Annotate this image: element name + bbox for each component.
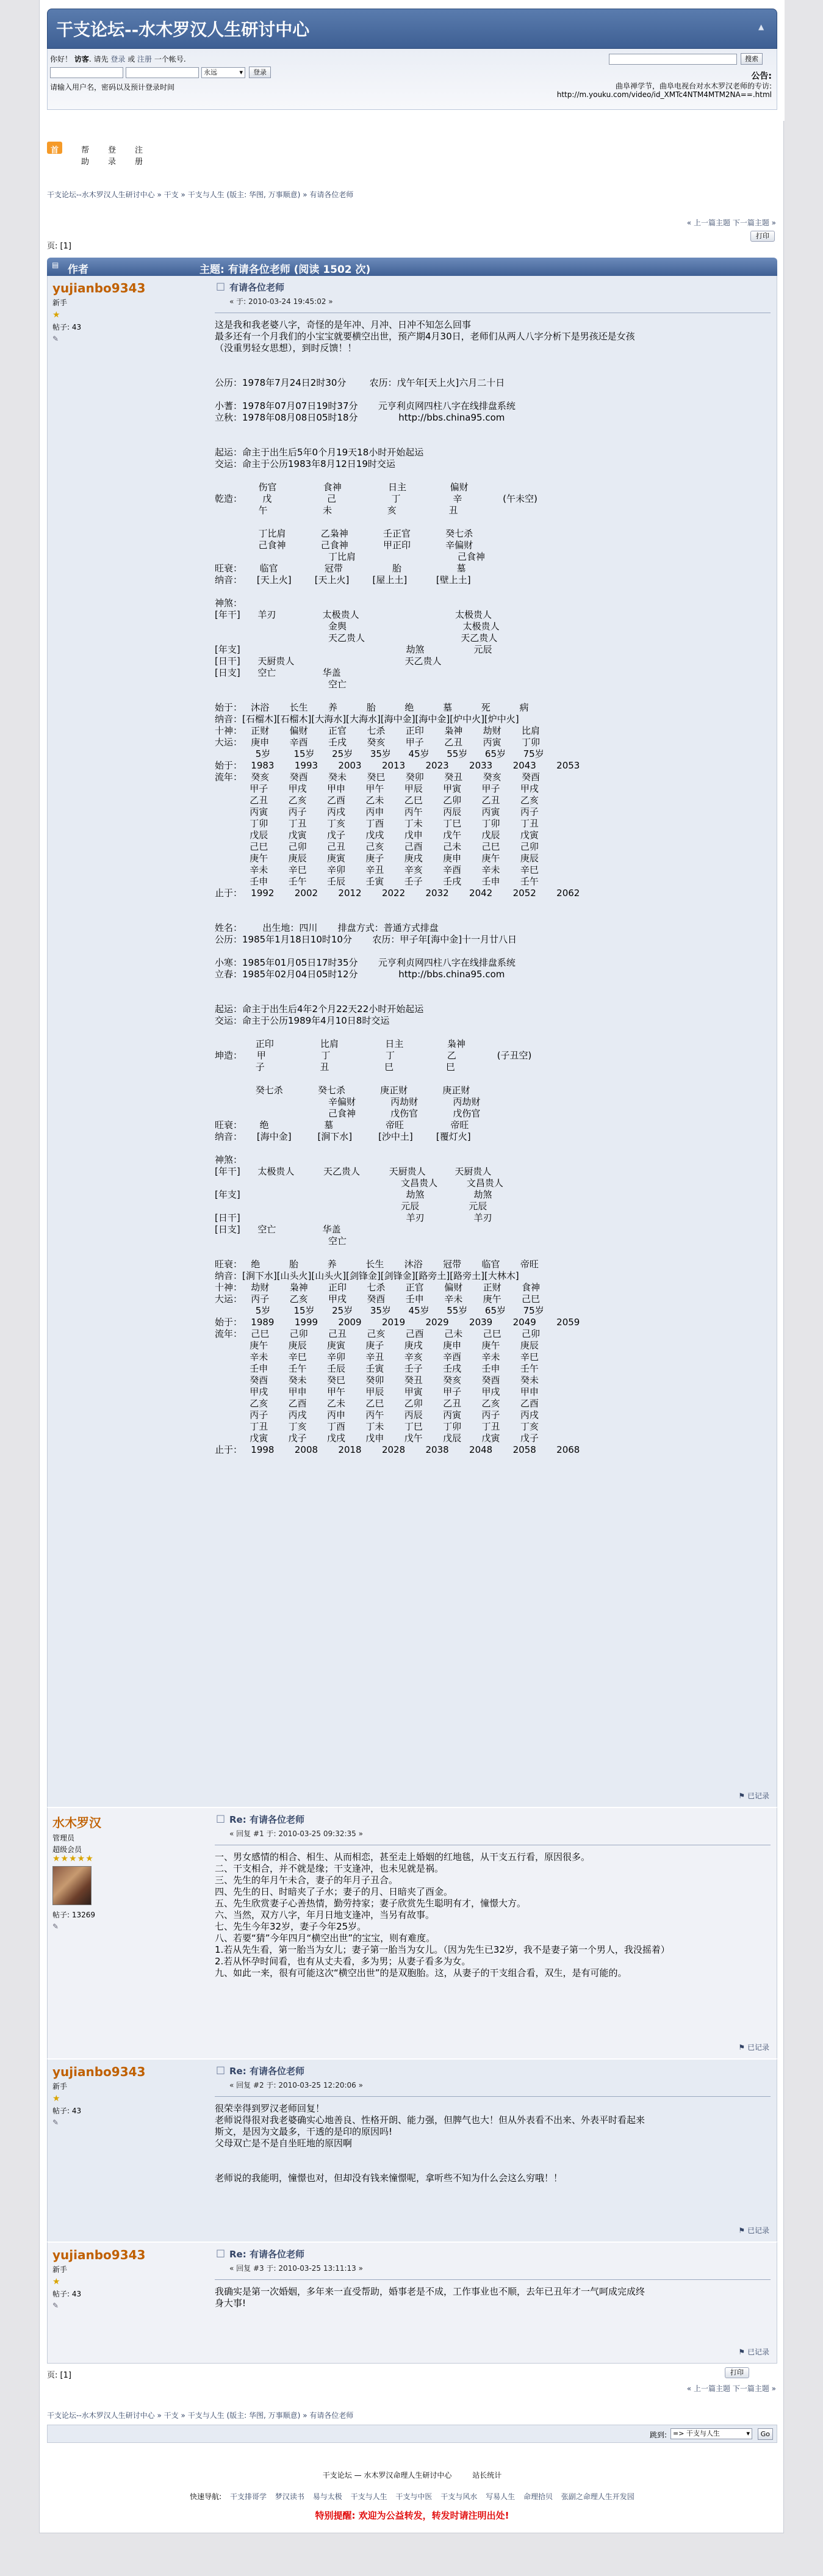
user-profile-icon[interactable]: ✎ [52, 1922, 59, 1931]
post-body [215, 1813, 771, 1979]
avatar [52, 1866, 92, 1905]
search-button[interactable]: 搜索 [741, 53, 763, 65]
user-box [47, 49, 777, 110]
post-0 [47, 276, 777, 1807]
poster-post-count: 帖子: 43 [52, 2290, 82, 2298]
duration-value: 永远 [204, 68, 217, 76]
poster-info [52, 2064, 199, 2127]
password-input[interactable] [126, 67, 199, 78]
breadcrumb-board-group[interactable]: 干支 [164, 2411, 179, 2420]
poster-rank: 新手 [52, 2265, 68, 2274]
login-button[interactable]: 登录 [249, 67, 271, 78]
rank-star-icon: ★ [52, 2094, 61, 2104]
next-topic-link[interactable]: 下一篇主题 » [732, 219, 776, 227]
quick-link[interactable]: 命理拾贝 [523, 2492, 553, 2501]
post-content: 这是我和我老婆八字，奇怪的是年冲、月冲、日冲不知怎么回事 最多还有一个月我们的小宝宝就要横空出世，预产期4月30日，老师们从两人八字分析下是男孩还是女孩 （没重男轻女思想），到时反馈！！ 公历：1978年7月24日2时30分 农历：戊午年[天上火]六月二十日 小蓍：1978年07月07日19时37分 元亨利贞网四柱八字在线排盘系统 立秋：1978年08月08日05时18分 http://bbs.china95.com 起运：命主于出生后5年0个月19天18小时开始起运 交运：命主于公历1983年8月12日19时交运 伤官 食神 日主 偏财 乾造： 戊 己 丁 辛 (午未空) 午 未 亥 丑 丁比肩 乙枭神 壬正官 癸七杀 己食神 己食神 甲正印 辛偏财 丁比肩 己食神 旺衰： 临官 冠带 胎 墓 纳音： [天上火] [天上火] [屋上土] [壁上土] 神煞： [年干] 羊刃 太极贵人 太极贵人 金舆 太极贵人 天乙贵人 天乙贵人 [年支] 劫煞 元辰 [日干] 天厨贵人 天乙贵人 [日支] 空亡 华盖 空亡 始于： 沐浴 长生 养 胎 绝 墓 死 病 纳音：[石榴木][石榴木][大海水][大海水][海中金][海中金][炉中火][炉中火] 十神： 正财 偏财 正官 七杀 正印 枭神 劫财 比肩 大运： 庚申 辛酉 壬戌 癸亥 甲子 乙丑 丙寅 丁卯 5岁 15岁 25岁 35岁 45岁 55岁 65岁 75岁 始于： 1983 1993 2003 2013 2023 2033 2043 2053 流年： 癸亥 癸酉 癸未 癸巳 癸卯 癸丑 癸亥 癸酉 甲子 甲戌 甲申 甲午 甲辰 甲寅 甲子 甲戌 乙丑 乙亥 乙酉 乙未 乙巳 乙卯 乙丑 乙亥 丙寅 丙子 丙戌 丙申 丙午 丙辰 丙寅 丙子 丁卯 丁丑 丁亥 丁酉 丁未 丁巳 丁卯 丁丑 戊辰 戊寅 戊子 戊戌 戊申 戊午 戊辰 戊寅 己巳 己卯 己丑 己亥 己酉 己未 己巳 己卯 庚午 庚辰 庚寅 庚子 庚戌 庚申 庚午 庚辰 辛未 辛巳 辛卯 辛丑 辛亥 辛酉 辛未 辛巳 壬申 壬午 壬辰 壬寅 壬子 壬戌 壬申 壬午 止于： 1992 2002 2012 2022 2032 2042 2052 2062 姓名： 出生地：四川 排盘方式：普通方式排盘 公历：1985年1月18日10时10分 农历：甲子年[海中金]十一月廿八日 小寒：1985年01月05日17时35分 元亨利贞网四柱八字在线排盘系统 立春：1985年02月04日05时12分 http://bbs.china95.com 起运：命主于出生后4年2个月22天22小时开始起运 交运：命主于公历1989年4月10日8时交运 正印 比肩 日主 枭神 坤造： 甲 丁 丁 乙 (子丑空) 子 丑 巳 巳 癸七杀 癸七杀 庚正财 庚正财 辛偏财 丙劫财 丙劫财 己食神 戊伤官 戊伤官 旺衰： 绝 墓 帝旺 帝旺 纳音： [海中金] [涧下水] [沙中土] [覆灯火] 神煞： [年干] 太极贵人 天乙贵人 天厨贵人 天厨贵人 文昌贵人 文昌贵人 [年支] 劫煞 劫煞 元辰 元辰 [日干] 羊刃 羊刃 [日支] 空亡 华盖 空亡 旺衰： 绝 胎 养 长生 沐浴 冠带 临官 帝旺 纳音：[涧下水][山头火][山头火][剑锋金][剑锋金][路旁土][路旁土][大林木] 十神： 劫财 枭神 正印 七杀 正官 偏财 正财 食神 大运： 丙子 乙亥 甲戌 癸酉 壬申 辛未 庚午 己巳 5岁 15岁 25岁 35岁 45岁 55岁 65岁 75岁 始于： 1989 1999 2009 2019 2029 2039 2049 2059 流年： 己巳 己卯 己丑 己亥 己酉 己未 己巳 己卯 庚午 庚辰 庚寅 庚子 庚戌 庚申 庚午 庚辰 辛未 辛巳 辛卯 辛丑 辛亥 辛酉 辛未 辛巳 壬申 壬午 壬辰 壬寅 壬子 壬戌 壬申 壬午 癸酉 癸未 癸巳 癸卯 癸丑 癸亥 癸酉 癸未 甲戌 甲申 甲午 甲辰 甲寅 甲子 甲戌 甲申 乙亥 乙酉 乙未 乙巳 乙卯 乙丑 乙亥 乙酉 丙子 丙戌 丙申 丙午 丙辰 丙寅 丙子 丙戌 丁丑 丁亥 丁酉 丁未 丁巳 丁卯 丁丑 丁亥 戊寅 戊子 戊戌 戊申 戊午 戊辰 戊寅 戊子 止于： 1998 2008 2018 2028 2038 2048 2058 2068 [215, 319, 635, 1455]
breadcrumb-board[interactable]: 干支与人生 (版主: 华图, 万事顺意) [187, 2411, 301, 2420]
login-link[interactable]: 登录 [110, 55, 126, 63]
chevron-down-icon: ▾ [239, 68, 243, 76]
poster-rank: 管理员 [52, 1834, 75, 1842]
user-profile-icon[interactable]: ✎ [52, 2301, 59, 2310]
quick-nav [40, 2491, 785, 2502]
report-link[interactable] [738, 2346, 769, 2357]
divider [215, 2279, 771, 2280]
post-content: 很荣幸得到罗汉老师回复！ 老师说得很对我老婆确实心地善良、性格开朗、能力强，但脾气也大！但从外表看不出来、外表平时看起来 斯文，是因为文最多，干透的是印的原因吗! 父母双亡是不是自坐旺地的原因啊 老师说的我能明，憧憬也对，但却没有钱来憧憬呢，拿听些不知为什么会这么穷哦！！ [215, 2103, 645, 2183]
post-2 [47, 2058, 777, 2241]
quick-link[interactable]: 干支排哥学 [230, 2492, 267, 2501]
quick-nav-label: 快速导航: [190, 2492, 222, 2501]
report-icon: ⚑ [738, 2348, 747, 2356]
topic-nav-bottom [687, 2383, 776, 2393]
breadcrumb-sep: » [303, 190, 307, 199]
report-icon: ⚑ [738, 2226, 747, 2235]
footer-copyright: 干支论坛 — 水木罗汉命理人生研讨中心 [322, 2471, 452, 2480]
poster-post-count: 帖子: 13269 [52, 1911, 96, 1919]
jump-bar [47, 2425, 777, 2443]
footer-warning: 特别提醒: 欢迎为公益转发，转发时请注明出处! [315, 2510, 509, 2521]
footer [40, 2448, 785, 2533]
quick-link[interactable]: 干支与中医 [395, 2492, 433, 2501]
jump-value: => 干支与人生 [673, 2429, 720, 2437]
breadcrumb-board-group[interactable]: 干支 [164, 190, 179, 199]
post-meta: « 于: 2010-03-24 19:45:02 » [229, 297, 333, 306]
sep-text: . [88, 55, 94, 63]
post-title[interactable]: □ Re: 有请各位老师 [215, 2064, 771, 2077]
prev-topic-link[interactable]: « 上一篇主题 [686, 219, 730, 227]
post-meta: « 回复 #2 于: 2010-03-25 12:20:06 » [229, 2081, 363, 2089]
post-content: 一、男女感情的相合、相生、从而相恋，甚至走上婚姻的红地毯，从干支五行看，原因很多。 二、干支相合，并不就是缘；干支逢冲，也未见就是祸。 三、先生的年月午未合，妻子的年月子丑合。 四、先生的日、时暗夹了子水；妻子的月、日暗夹了酉金。 五、先生欣赏妻子心善热情，勤劳持家；妻子欣赏先生聪明有才，憧憬大方。 六、当然，双方八字，年月日地支逢冲，当另有故事。 七、先生今年32岁，妻子今年25岁。 八、若要“猜”今年四月“横空出世”的宝宝，则有难度。 1.若从先生看，第一胎当为女儿；妻子第一胎当为女儿。（因为先生已32岁，我不是妻子第一个男人，我没摇着） 2.若从怀孕时间看，也有从丈夫看，多为男；从妻子看多为女。 九、如此一来，很有可能这次“横空出世”的是双胞胎。这，从妻子的干支组合看，双生，是有可能的。 [215, 1851, 670, 1978]
user-profile-icon[interactable]: ✎ [52, 335, 59, 343]
report-label: 已记录 [747, 2226, 769, 2235]
report-icon: ⚑ [738, 2043, 747, 2052]
go-button[interactable]: Go [758, 2428, 773, 2440]
breadcrumb-sep: » [181, 2411, 185, 2420]
collapse-arrow-icon[interactable]: ▲ [758, 23, 764, 31]
quick-link[interactable]: 梦汉读书 [275, 2492, 304, 2501]
quick-link[interactable]: 张副之命理人生开发园 [561, 2492, 634, 2501]
rank-star-icon: ★★★★★ [52, 1854, 94, 1864]
post-title[interactable]: □ 有请各位老师 [215, 281, 771, 294]
report-link[interactable] [738, 1790, 769, 1801]
poster-post-count: 帖子: 43 [52, 2107, 82, 2115]
guest-label: 访客 [74, 55, 89, 63]
username-input[interactable] [50, 67, 123, 78]
title-bar [47, 9, 777, 49]
post-body [215, 2248, 771, 2309]
chevron-down-icon: ▾ [746, 2429, 750, 2437]
poster-name[interactable]: yujianbo9343 [52, 2064, 146, 2079]
post-content: 我确实是第一次婚姻，多年来一直受帮助，婚事老是不成，工作事业也不顺，去年已丑年才一气呵成完成终 身大事! [215, 2286, 645, 2309]
forum-title: 干支论坛--水木罗汉人生研讨中心 [56, 20, 310, 40]
poster-info [52, 281, 199, 343]
breadcrumb-forum[interactable]: 干支论坛--水木罗汉人生研讨中心 [47, 190, 155, 199]
greeting-text: 你好！ [50, 55, 73, 63]
post-body [215, 281, 771, 1456]
quick-link[interactable]: 易与太极 [312, 2492, 342, 2501]
user-profile-icon[interactable]: ✎ [52, 2118, 59, 2127]
poster-name[interactable]: 水木罗汉 [52, 1815, 101, 1830]
poster-name[interactable]: yujianbo9343 [52, 281, 146, 295]
jump-select[interactable] [670, 2428, 752, 2439]
thread-header [47, 258, 777, 276]
post-meta: « 回复 #1 于: 2010-03-25 09:32:35 » [229, 1829, 363, 1838]
report-label: 已记录 [747, 1792, 769, 1800]
duration-select[interactable] [201, 67, 245, 78]
search-input[interactable] [609, 54, 737, 65]
page-wrapper [39, 0, 784, 2533]
header [40, 0, 785, 121]
quick-link[interactable]: 写易人生 [486, 2492, 516, 2501]
account-text: 一个帐号. [154, 55, 186, 63]
login-hint: 请输入用户名，密码以及预计登录时间 [50, 83, 175, 92]
rank-star-icon: ★ [52, 310, 61, 320]
print-button-bottom[interactable]: 打印 [725, 2367, 749, 2378]
register-link[interactable]: 注册 [137, 55, 153, 63]
footer-stats-link[interactable]: 站长统计 [472, 2471, 502, 2480]
topic-column: 主题: 有请各位老师 (阅读 1502 次) [199, 264, 371, 276]
post-title[interactable]: □ Re: 有请各位老师 [215, 2248, 771, 2260]
menu-register[interactable]: 注册 [135, 146, 143, 167]
notice-label: 公告: [751, 71, 772, 81]
greeting-line [50, 54, 186, 64]
topic-icon: ▤ [52, 261, 59, 269]
breadcrumb-sep: » [157, 190, 162, 199]
print-button[interactable]: 打印 [750, 231, 775, 242]
post-1 [47, 1807, 777, 2058]
quick-link[interactable]: 干支与风水 [440, 2492, 478, 2501]
poster-rank: 新手 [52, 2082, 68, 2091]
next-topic-link[interactable]: 下一篇主题 » [732, 2384, 776, 2393]
report-icon: ⚑ [738, 1792, 747, 1800]
notice-line-1: 曲阜禅学节，曲阜电视台对水木罗汉老师的专访: [615, 82, 772, 90]
report-label: 已记录 [747, 2348, 769, 2356]
poster-post-count: 帖子: 43 [52, 323, 82, 331]
poster-name[interactable]: yujianbo9343 [52, 2248, 146, 2262]
menu-help[interactable]: 帮助 [81, 146, 90, 167]
menu-login[interactable]: 登录 [108, 146, 117, 167]
breadcrumb [47, 189, 353, 200]
notice-link[interactable]: http://m.youku.com/video/id_XMTc4NTM4MTM2NA==.html [556, 90, 772, 99]
post-title[interactable]: □ Re: 有请各位老师 [215, 1813, 771, 1826]
author-column: 作者 [68, 264, 88, 276]
poster-info [52, 2248, 199, 2310]
breadcrumb-bottom [47, 2410, 353, 2420]
quick-link[interactable]: 干支与人生 [350, 2492, 387, 2501]
report-link[interactable] [738, 2042, 769, 2052]
breadcrumb-sep: » [181, 190, 185, 199]
topic-nav-top [687, 217, 776, 228]
breadcrumb-sep: » [157, 2411, 162, 2420]
prev-topic-link[interactable]: « 上一篇主题 [686, 2384, 730, 2393]
post-body [215, 2064, 771, 2184]
divider [215, 2096, 771, 2097]
post-3 [47, 2241, 777, 2364]
breadcrumb-topic[interactable]: 有请各位老师 [309, 190, 354, 199]
pagination-bottom: 页: [1] [47, 2371, 71, 2380]
please-text: 请先 [93, 55, 109, 63]
pagination-top: 页: [1] [47, 242, 71, 251]
breadcrumb-sep: » [303, 2411, 307, 2420]
jump-label: 跳到: [649, 2431, 667, 2439]
poster-info [52, 1813, 199, 1931]
post-meta: « 回复 #3 于: 2010-03-25 13:11:13 » [229, 2264, 363, 2273]
breadcrumb-topic[interactable]: 有请各位老师 [309, 2411, 354, 2420]
footer-line-1 [40, 2470, 785, 2480]
menu-home[interactable]: 首页 [47, 142, 62, 154]
breadcrumb-forum[interactable]: 干支论坛--水木罗汉人生研讨中心 [47, 2411, 155, 2420]
report-label: 已记录 [747, 2043, 769, 2052]
or-text: 或 [128, 55, 135, 63]
rank-star-icon: ★ [52, 2277, 61, 2287]
poster-rank-2: 超级会员 [52, 1845, 82, 1854]
breadcrumb-board[interactable]: 干支与人生 (版主: 华图, 万事顺意) [187, 190, 301, 199]
report-link[interactable] [738, 2225, 769, 2235]
poster-rank: 新手 [52, 298, 68, 307]
